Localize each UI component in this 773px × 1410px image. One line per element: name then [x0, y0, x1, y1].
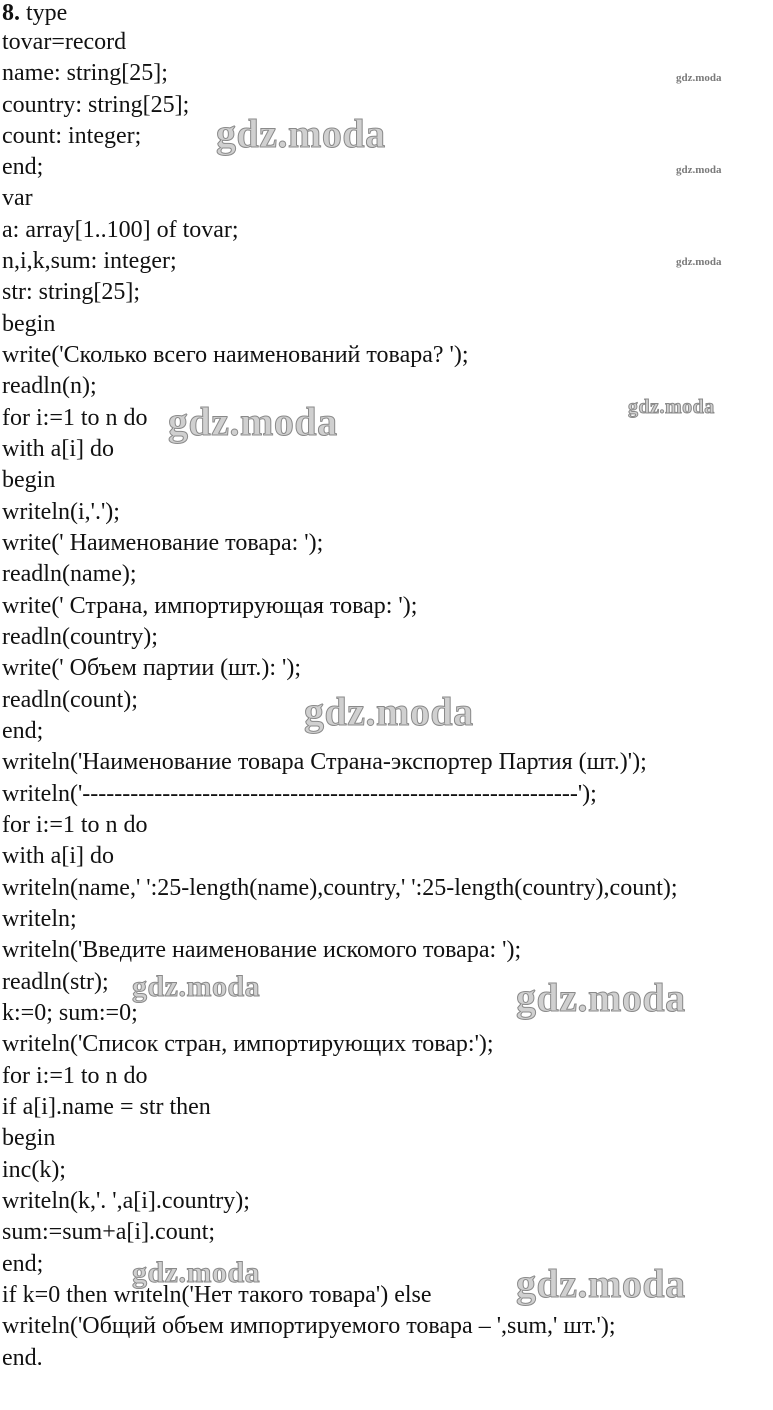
code-line-12: write('Сколько всего наименований товара? '); [2, 342, 469, 368]
code-line-2: tovar=record [2, 29, 127, 55]
code-line-19: readln(name); [2, 561, 137, 587]
code-line-32: readln(str); [2, 969, 109, 995]
watermark: gdz.moda [676, 72, 722, 84]
code-line-13: readln(n); [2, 373, 97, 399]
code-line-16: begin [2, 467, 56, 493]
code-line-4: country: string[25]; [2, 92, 190, 118]
code-line-14: for i:=1 to n do [2, 405, 148, 431]
code-line-36: if a[i].name = str then [2, 1094, 211, 1120]
code-line-44: end. [2, 1345, 43, 1371]
watermark: gdz.moda [132, 970, 261, 1003]
watermark: gdz.moda [516, 1261, 686, 1306]
code-line-42: if k=0 then writeln('Нет такого товара') else [2, 1282, 432, 1308]
code-line-10: str: string[25]; [2, 279, 140, 305]
code-line-1 [2, 0, 67, 29]
watermark: gdz.moda [132, 1256, 261, 1289]
code-line-35: for i:=1 to n do [2, 1063, 148, 1089]
code-line-28: with a[i] do [2, 843, 114, 869]
code-line-34: writeln('Список стран, импортирующих товар:'); [2, 1031, 494, 1057]
watermark: gdz.moda [628, 396, 715, 418]
code-line-15: with a[i] do [2, 436, 114, 462]
code-line-18: write(' Наименование товара: '); [2, 530, 324, 556]
watermark: gdz.moda [216, 111, 386, 156]
code-line-25: writeln('Наименование товара Страна-экспортер Партия (шт.)'); [2, 749, 647, 775]
code-line-39: writeln(k,'. ',a[i].country); [2, 1188, 250, 1214]
code-line-31: writeln('Введите наименование искомого товара: '); [2, 937, 522, 963]
code-line-26: writeln('--------------------------------------------------------------'); [2, 781, 597, 807]
code-line-11: begin [2, 311, 56, 337]
code-line-7: var [2, 185, 33, 211]
code-line-22: write(' Объем партии (шт.): '); [2, 655, 301, 681]
code-line-27: for i:=1 to n do [2, 812, 148, 838]
code-line-33: k:=0; sum:=0; [2, 1000, 138, 1026]
code-line-29: writeln(name,' ':25-length(name),country,' ':25-length(country),count); [2, 875, 678, 901]
code-line-20: write(' Страна, импортирующая товар: '); [2, 593, 418, 619]
code-line-41: end; [2, 1251, 44, 1277]
code-line-8: a: array[1..100] of tovar; [2, 217, 239, 243]
code-line-9: n,i,k,sum: integer; [2, 248, 177, 274]
code-line-40: sum:=sum+a[i].count; [2, 1219, 216, 1245]
watermark: gdz.moda [304, 689, 474, 734]
code-line-38: inc(k); [2, 1157, 66, 1183]
code-line-37: begin [2, 1125, 56, 1151]
code-line-24: end; [2, 718, 44, 744]
code-line-5: count: integer; [2, 123, 142, 149]
problem-number: 8. [2, 0, 20, 26]
code-line-6: end; [2, 154, 44, 180]
watermark: gdz.moda [676, 256, 722, 268]
watermark: gdz.moda [676, 164, 722, 176]
code-line-3: name: string[25]; [2, 60, 168, 86]
watermark: gdz.moda [168, 399, 338, 444]
code-line-30: writeln; [2, 906, 77, 932]
code-line-43: writeln('Общий объем импортируемого товара – ',sum,' шт.'); [2, 1313, 616, 1339]
watermark: gdz.moda [516, 975, 686, 1020]
code-line-23: readln(count); [2, 687, 138, 713]
code-line-text: type [26, 0, 68, 26]
code-line-21: readln(country); [2, 624, 158, 650]
code-line-17: writeln(i,'.'); [2, 499, 120, 525]
